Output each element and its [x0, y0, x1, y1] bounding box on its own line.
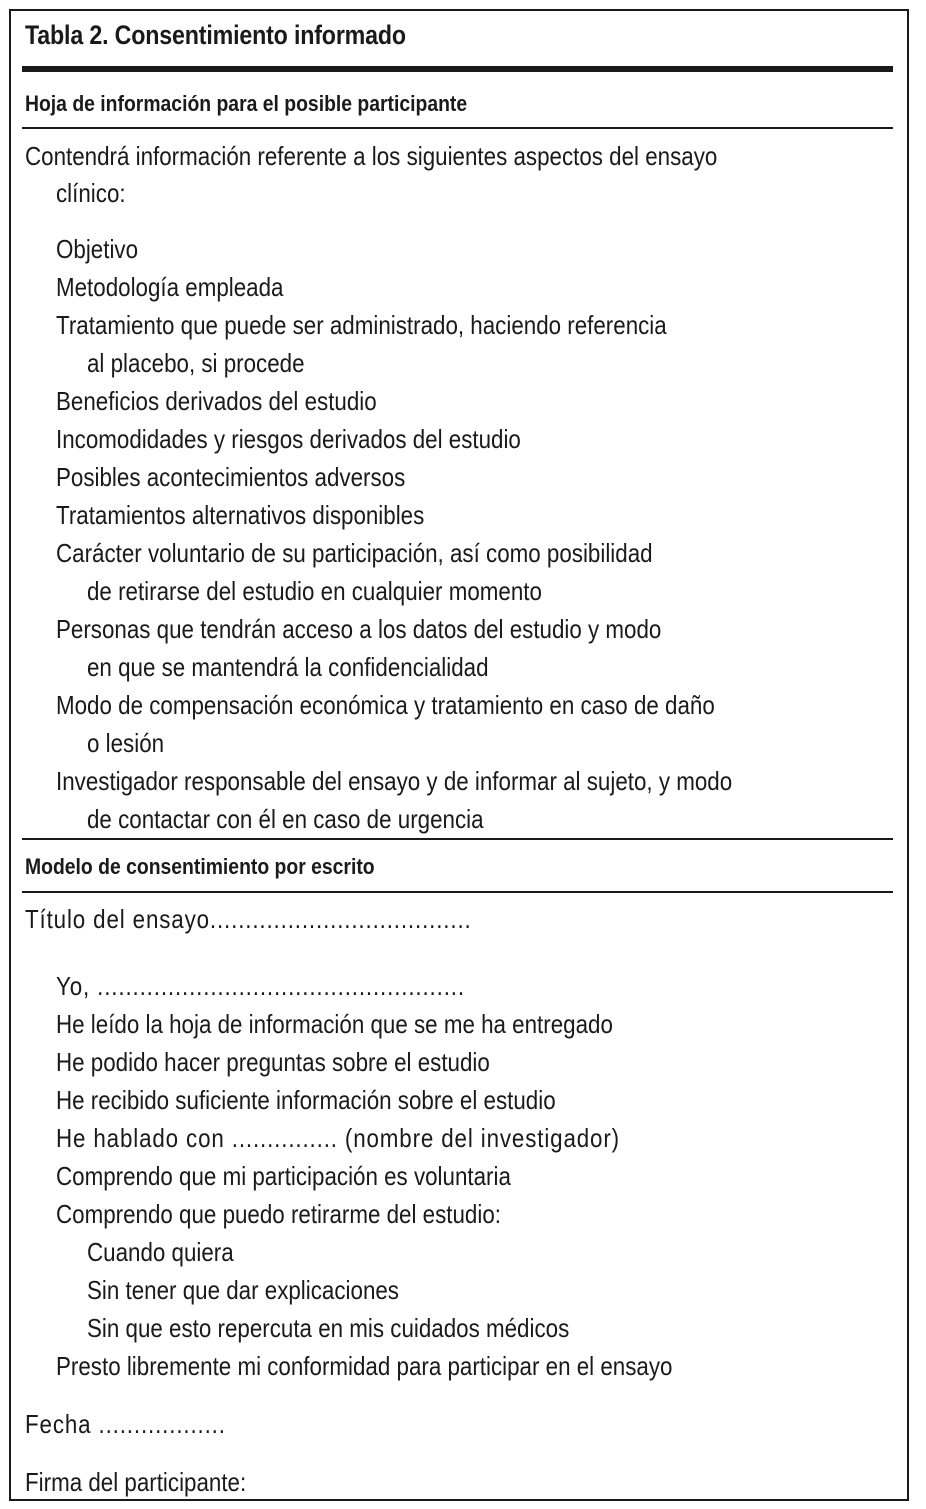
signature-field: Firma del participante: [25, 1467, 247, 1497]
list-item: Posibles acontecimientos adversos [56, 462, 406, 492]
list-item-continuation: de retirarse del estudio en cualquier momento [87, 576, 542, 606]
list-item: Modo de compensación económica y tratamiento en caso de daño [56, 690, 715, 720]
list-item-continuation: en que se mantendrá la confidencialidad [87, 652, 489, 682]
trial-title-field: Título del ensayo..................................... [25, 904, 472, 934]
list-item-continuation: o lesión [87, 728, 165, 758]
list-item-continuation: al placebo, si procede [87, 348, 305, 378]
consent-statement: He recibido suficiente información sobre el estudio [56, 1085, 556, 1115]
list-item: Incomodidades y riesgos derivados del estudio [56, 424, 521, 454]
list-item: Personas que tendrán acceso a los datos del estudio y modo [56, 614, 662, 644]
name-field: Yo, .................................................... [56, 971, 465, 1001]
intro-line: clínico: [56, 178, 126, 208]
consent-statement: Comprendo que mi participación es voluntaria [56, 1161, 511, 1191]
investigator-field: He hablado con ............... (nombre del investigador) [56, 1123, 620, 1153]
list-item: Beneficios derivados del estudio [56, 386, 377, 416]
section-heading-information-sheet: Hoja de información para el posible participante [25, 91, 468, 116]
consent-sub-statement: Cuando quiera [87, 1237, 234, 1267]
title-divider [22, 66, 893, 72]
list-item: Carácter voluntario de su participación, así como posibilidad [56, 538, 653, 568]
intro-line: Contendrá información referente a los siguientes aspectos del ensayo [25, 141, 718, 171]
section-divider [22, 127, 893, 129]
section-divider [22, 838, 893, 840]
consent-statement: He leído la hoja de información que se me ha entregado [56, 1009, 613, 1039]
table-title: Tabla 2. Consentimiento informado [25, 20, 406, 50]
list-item: Metodología empleada [56, 272, 284, 302]
list-item: Tratamientos alternativos disponibles [56, 500, 425, 530]
consent-statement: Comprendo que puedo retirarme del estudio: [56, 1199, 501, 1229]
consent-table [9, 9, 909, 1501]
list-item-continuation: de contactar con él en caso de urgencia [87, 804, 484, 834]
date-field: Fecha .................. [25, 1409, 226, 1439]
list-item: Investigador responsable del ensayo y de informar al sujeto, y modo [56, 766, 733, 796]
section-divider [22, 891, 893, 893]
list-item: Objetivo [56, 234, 139, 264]
consent-statement: He podido hacer preguntas sobre el estudio [56, 1047, 490, 1077]
consent-statement: Presto libremente mi conformidad para participar en el ensayo [56, 1351, 673, 1381]
consent-sub-statement: Sin que esto repercuta en mis cuidados médicos [87, 1313, 570, 1343]
list-item: Tratamiento que puede ser administrado, haciendo referencia [56, 310, 667, 340]
consent-sub-statement: Sin tener que dar explicaciones [87, 1275, 399, 1305]
section-heading-written-consent: Modelo de consentimiento por escrito [25, 854, 375, 879]
